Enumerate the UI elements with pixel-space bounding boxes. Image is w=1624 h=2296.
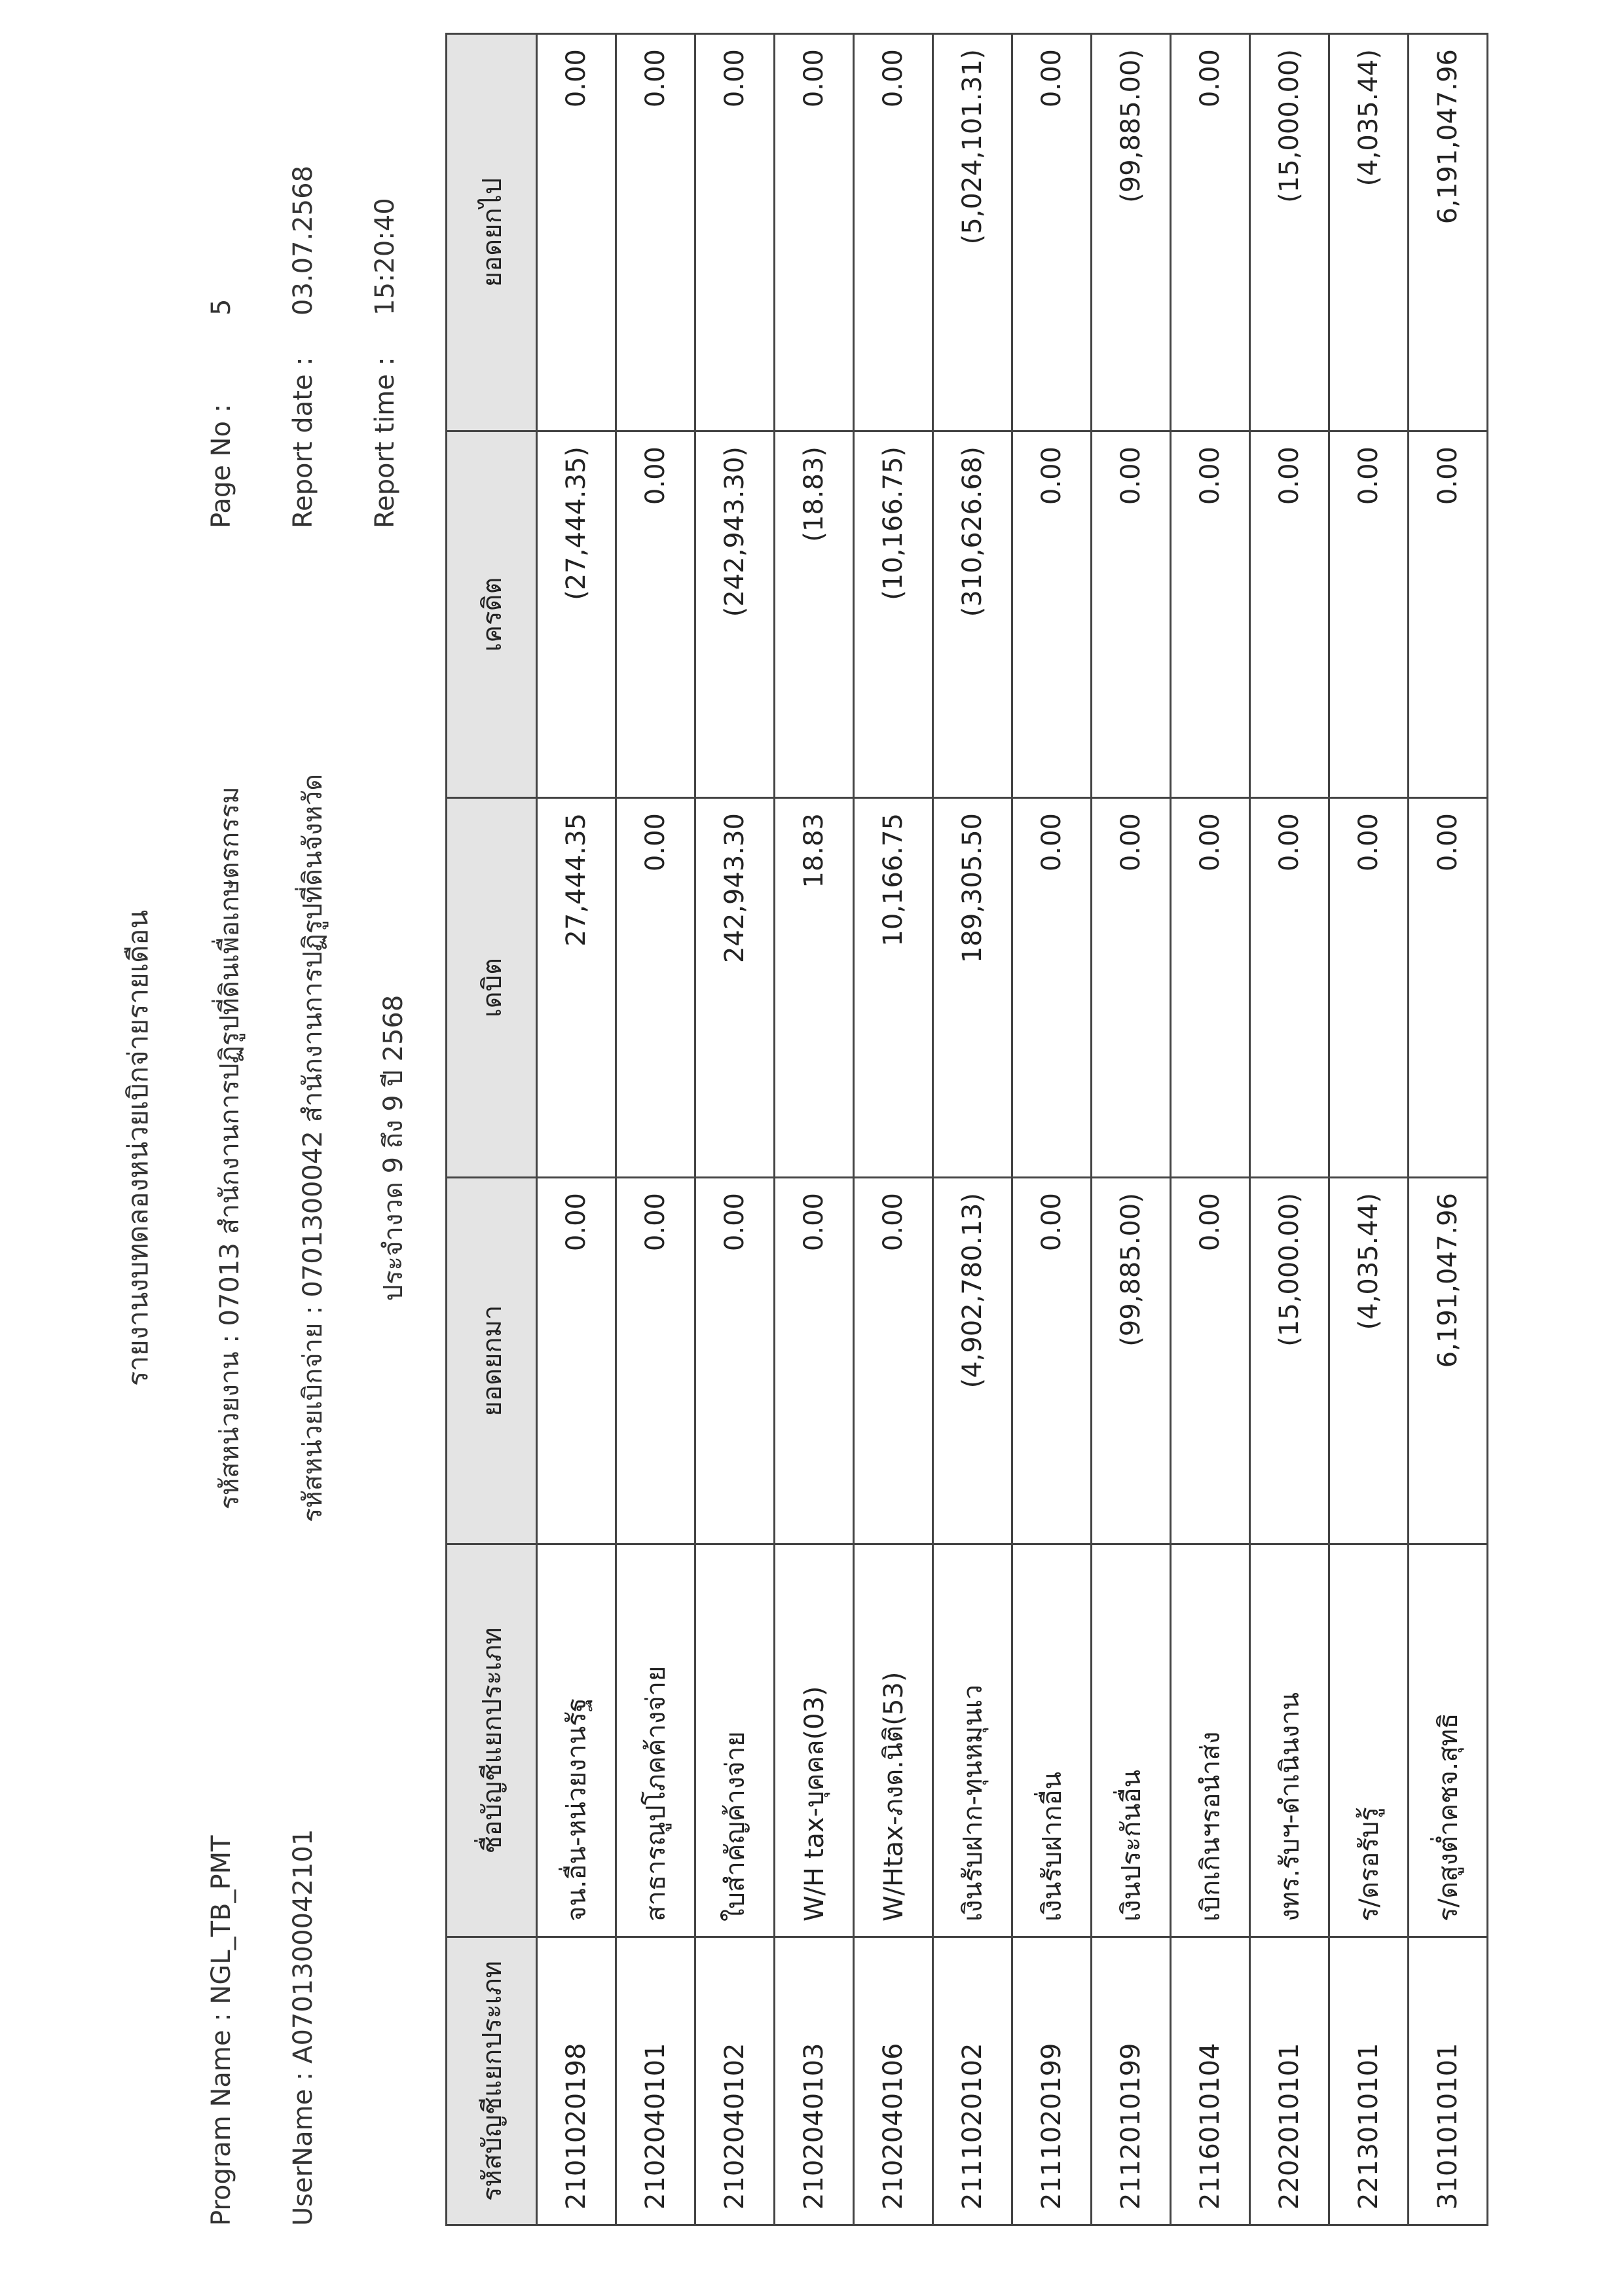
debit-cell: 27,444.35 [537, 798, 616, 1178]
balance-carried-cell: 0.00 [1171, 34, 1250, 431]
report-date-value: 03.07.2568 [288, 165, 318, 316]
table-row [1409, 34, 1488, 2225]
account-name-cell: เงินประกันอื่น [1092, 1544, 1171, 1937]
balance-carried-cell: (99,885.00) [1092, 34, 1171, 431]
table-row [1329, 34, 1409, 2225]
table-row [1250, 34, 1329, 2225]
balance-forward-cell: (15,000.00) [1250, 1178, 1329, 1544]
credit-cell: (242,943.30) [695, 431, 775, 798]
table-row [775, 34, 854, 2225]
col-header-balance-forward: ยอดยกมา [447, 1178, 537, 1544]
agency-line: รหัสหน่วยงาน : 07013 สำนักงานการปฏิรูปที่ดินเพื่อเกษตรกรรม [215, 786, 245, 1510]
table-row [933, 34, 1012, 2225]
account-name-cell: เงินรับฝากอื่น [1012, 1544, 1092, 1937]
debit-cell: 18.83 [775, 798, 854, 1178]
balance-forward-cell: 0.00 [1012, 1178, 1092, 1544]
credit-cell: (10,166.75) [854, 431, 933, 798]
account-code-cell: 2102040103 [775, 1937, 854, 2225]
credit-cell: 0.00 [1012, 431, 1092, 798]
program-name: Program Name : NGL_TB_PMT [206, 1835, 236, 2226]
balance-forward-cell: 0.00 [616, 1178, 695, 1544]
debit-cell: 0.00 [1092, 798, 1171, 1178]
table-row [616, 34, 695, 2225]
page-no-value: 5 [206, 299, 236, 316]
credit-cell: 0.00 [1329, 431, 1409, 798]
credit-cell: 0.00 [1171, 431, 1250, 798]
account-code-cell: 2112010199 [1092, 1937, 1171, 2225]
balance-carried-cell: 0.00 [695, 34, 775, 431]
balance-carried-cell: (5,024,101.31) [933, 34, 1012, 431]
credit-cell: (27,444.35) [537, 431, 616, 798]
balance-forward-cell: (4,035.44) [1329, 1178, 1409, 1544]
table-row [1171, 34, 1250, 2225]
table-row [1092, 34, 1171, 2225]
col-header-debit: เดบิต [447, 798, 537, 1178]
account-name-cell: ร/ดรอรับรู้ [1329, 1544, 1409, 1937]
account-name-cell: ร/ดสูงต่ำคชจ.สุทธิ [1409, 1544, 1488, 1937]
account-code-cell: 2116010104 [1171, 1937, 1250, 2225]
table-row [1012, 34, 1092, 2225]
trial-balance-table [445, 33, 1488, 2226]
balance-forward-cell: (99,885.00) [1092, 1178, 1171, 1544]
account-name-cell: งทร.รับฯ-ดำเนินงาน [1250, 1544, 1329, 1937]
balance-forward-cell: 0.00 [695, 1178, 775, 1544]
account-code-cell: 2213010101 [1329, 1937, 1409, 2225]
user-name: UserName : A0701300042101 [288, 1829, 318, 2226]
balance-carried-cell: 0.00 [854, 34, 933, 431]
table-row [695, 34, 775, 2225]
debit-cell: 242,943.30 [695, 798, 775, 1178]
balance-carried-cell: (4,035.44) [1329, 34, 1409, 431]
account-code-cell: 2102040102 [695, 1937, 775, 2225]
col-header-credit: เครดิต [447, 431, 537, 798]
col-header-account-code: รหัสบัญชีแยกประเภท [447, 1937, 537, 2225]
account-code-cell: 2111020199 [1012, 1937, 1092, 2225]
credit-cell: 0.00 [1409, 431, 1488, 798]
disburse-unit-line: รหัสหน่วยเบิกจ่าย : 0701300042 สำนักงานการปฏิรูปที่ดินจังหวัด [298, 773, 328, 1523]
balance-forward-cell: (4,902,780.13) [933, 1178, 1012, 1544]
balance-carried-cell: 0.00 [537, 34, 616, 431]
account-name-cell: W/H tax-บุคคล(03) [775, 1544, 854, 1937]
credit-cell: 0.00 [1250, 431, 1329, 798]
balance-forward-cell: 6,191,047.96 [1409, 1178, 1488, 1544]
report-title: รายงานงบทดลองหน่วยเบิกจ่ายรายเดือน [122, 909, 154, 1387]
report-time-value: 15:20:40 [370, 198, 400, 316]
account-code-cell: 2202010101 [1250, 1937, 1329, 2225]
debit-cell: 10,166.75 [854, 798, 933, 1178]
debit-cell: 0.00 [1329, 798, 1409, 1178]
credit-cell: 0.00 [1092, 431, 1171, 798]
col-header-balance-carried: ยอดยกไป [447, 34, 537, 431]
balance-forward-cell: 0.00 [775, 1178, 854, 1544]
account-name-cell: สาธารณูปโภคค้างจ่าย [616, 1544, 695, 1937]
period-line: ประจำงวด 9 ถึง 9 ปี 2568 [378, 994, 409, 1302]
debit-cell: 0.00 [1171, 798, 1250, 1178]
balance-forward-cell: 0.00 [537, 1178, 616, 1544]
debit-cell: 0.00 [1012, 798, 1092, 1178]
balance-carried-cell: 0.00 [616, 34, 695, 431]
balance-carried-cell: 0.00 [775, 34, 854, 431]
account-code-cell: 2101020198 [537, 1937, 616, 2225]
table-row [854, 34, 933, 2225]
account-code-cell: 2102040101 [616, 1937, 695, 2225]
credit-cell: (18.83) [775, 431, 854, 798]
balance-carried-cell: 6,191,047.96 [1409, 34, 1488, 431]
account-name-cell: เบิกเกินฯรอนำส่ง [1171, 1544, 1250, 1937]
credit-cell: 0.00 [616, 431, 695, 798]
report-date-label: Report date : [288, 357, 318, 528]
debit-cell: 0.00 [1250, 798, 1329, 1178]
col-header-account-name: ชื่อบัญชีแยกประเภท [447, 1544, 537, 1937]
balance-carried-cell: 0.00 [1012, 34, 1092, 431]
page-no-label: Page No : [206, 403, 236, 528]
account-name-cell: จน.อื่น-หน่วยงานรัฐ [537, 1544, 616, 1937]
account-name-cell: W/Htax-ภงด.นิติ(53) [854, 1544, 933, 1937]
credit-cell: (310,626.68) [933, 431, 1012, 798]
account-code-cell: 2111020102 [933, 1937, 1012, 2225]
debit-cell: 189,305.50 [933, 798, 1012, 1178]
account-code-cell: 2102040106 [854, 1937, 933, 2225]
balance-forward-cell: 0.00 [1171, 1178, 1250, 1544]
debit-cell: 0.00 [616, 798, 695, 1178]
balance-forward-cell: 0.00 [854, 1178, 933, 1544]
account-name-cell: ใบสำคัญค้างจ่าย [695, 1544, 775, 1937]
report-time-label: Report time : [370, 357, 400, 528]
table-header-row [447, 34, 537, 2225]
balance-carried-cell: (15,000.00) [1250, 34, 1329, 431]
debit-cell: 0.00 [1409, 798, 1488, 1178]
account-name-cell: เงินรับฝาก-ทุนหมุนเว [933, 1544, 1012, 1937]
table-row [537, 34, 616, 2225]
account-code-cell: 3101010101 [1409, 1937, 1488, 2225]
